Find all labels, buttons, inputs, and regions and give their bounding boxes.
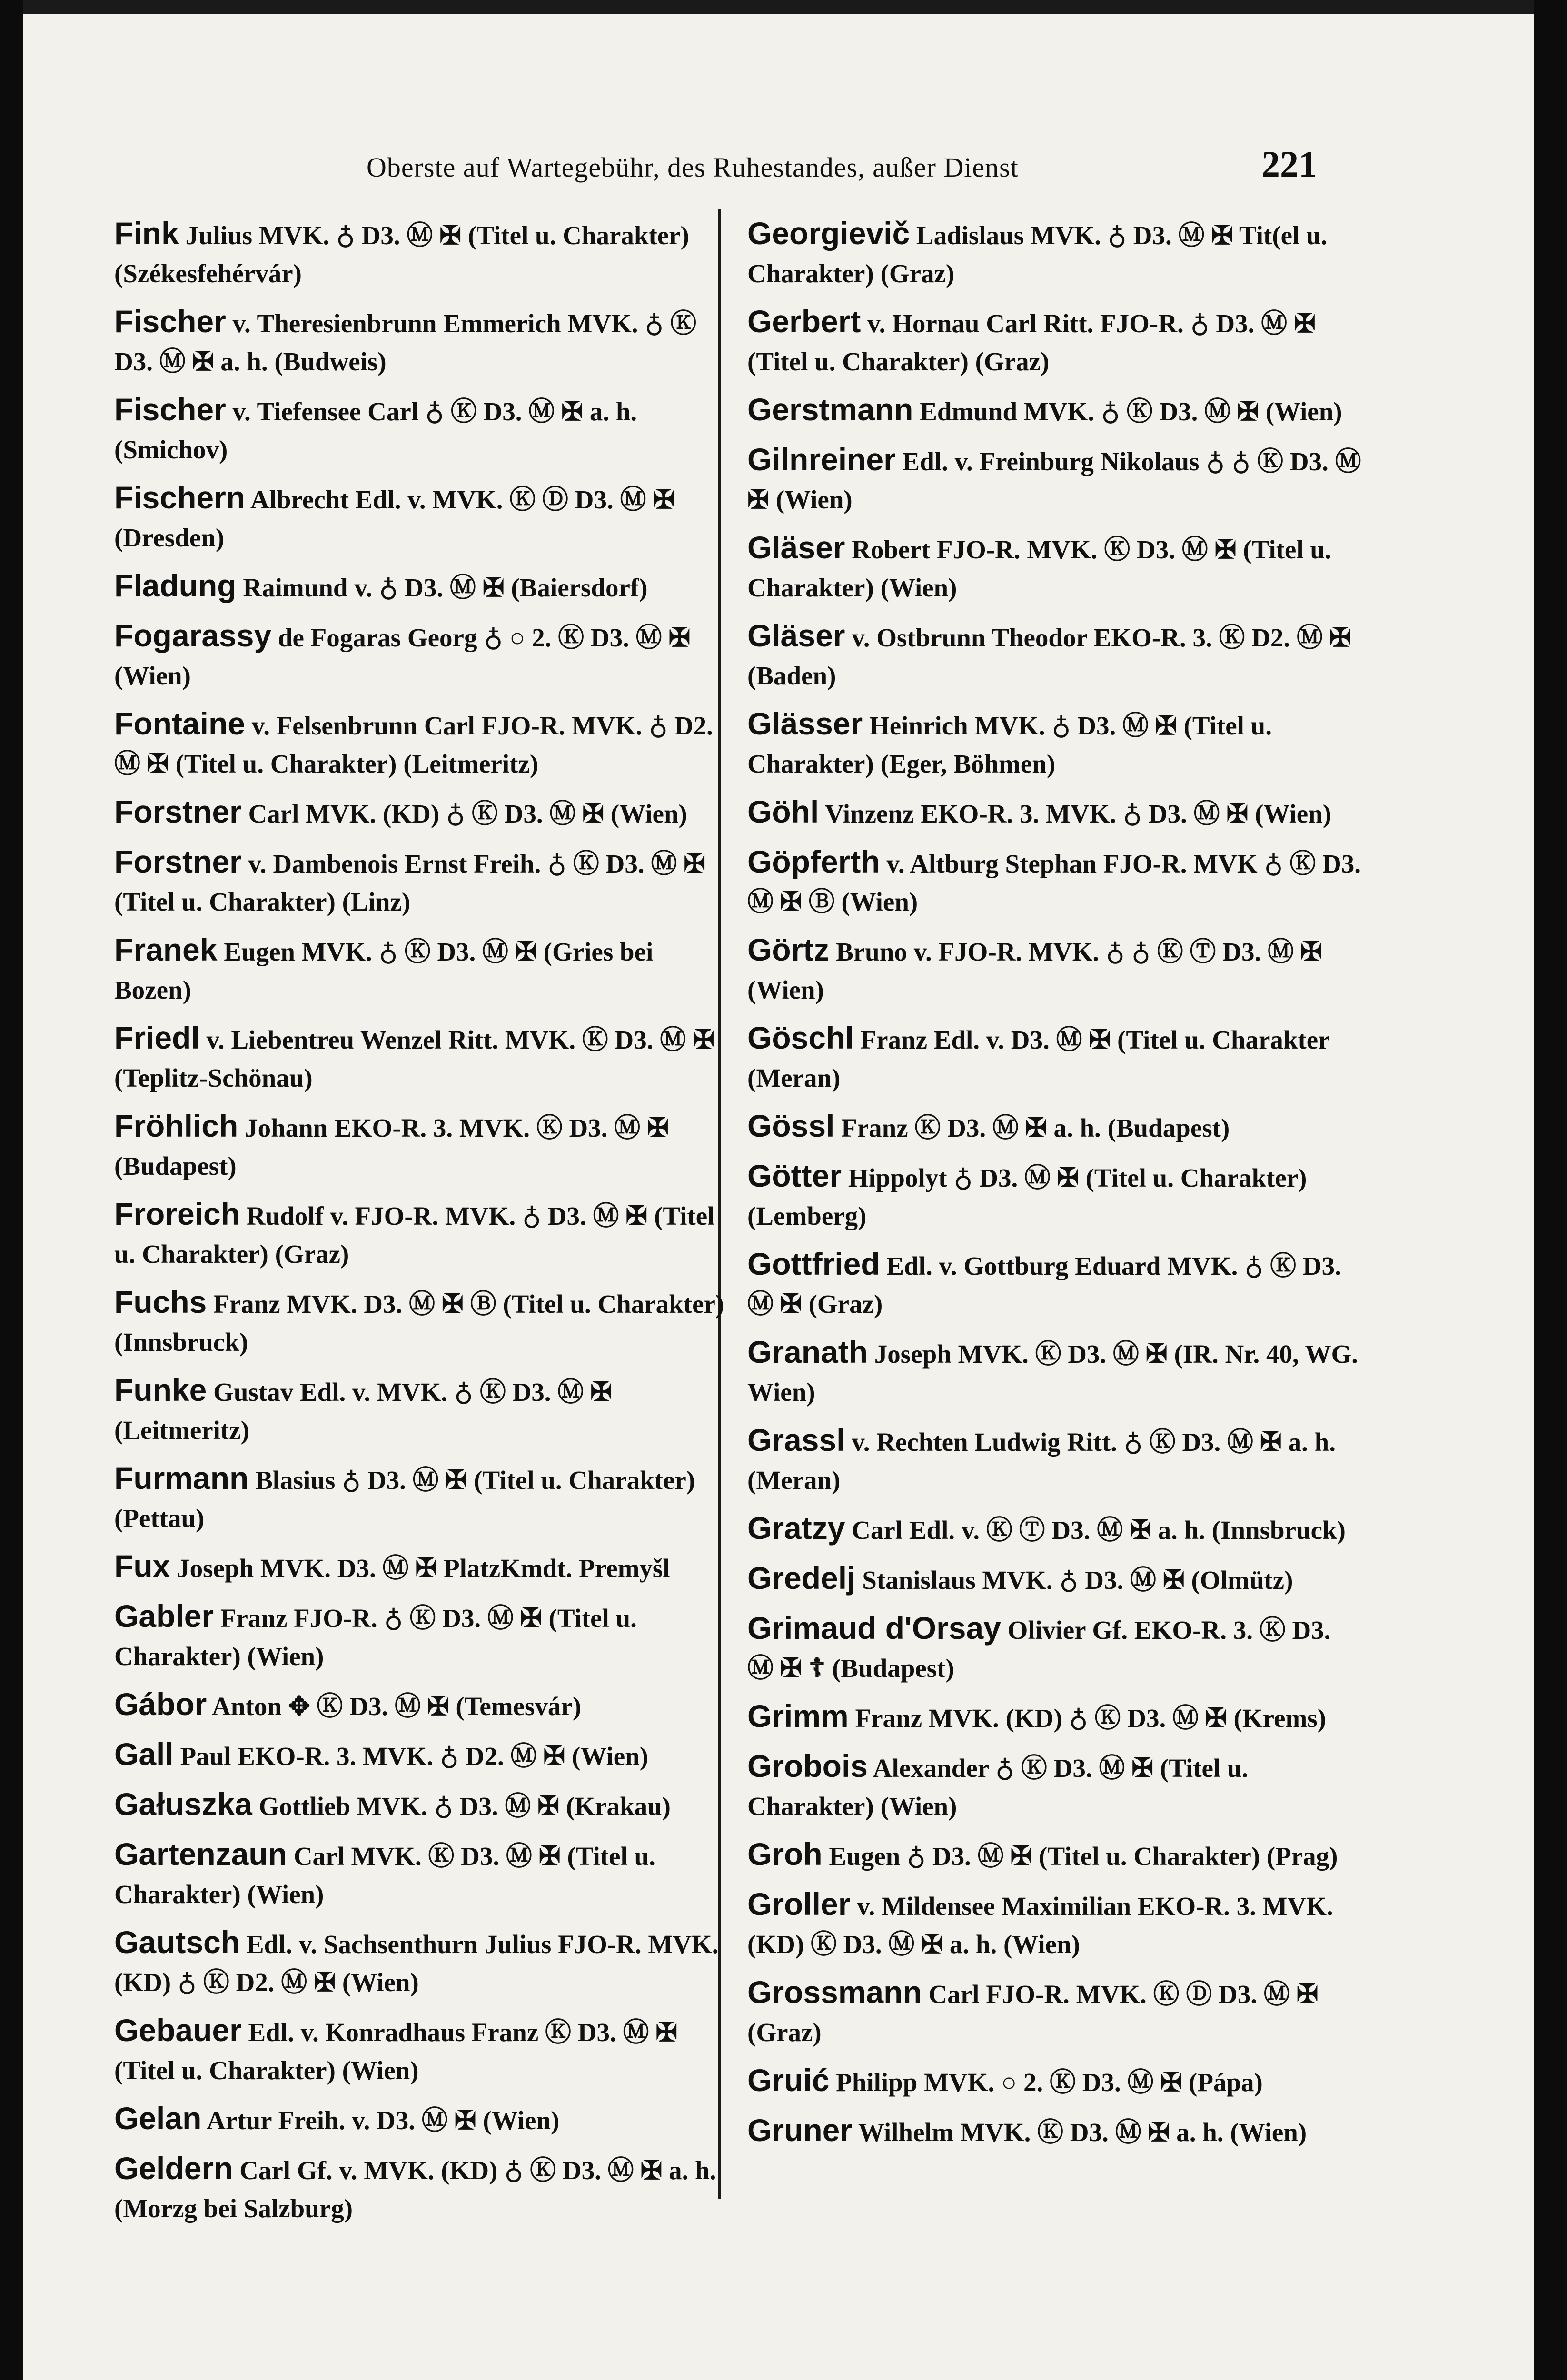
entry-text: Blasius ♁ D3. Ⓜ ✠ (Titel u. Charakter) (Pettau)	[114, 1466, 695, 1533]
entry	[747, 793, 1361, 833]
entry-name: Fontaine	[114, 706, 245, 741]
entry-text: Alexander ♁ Ⓚ D3. Ⓜ ✠ (Titel u. Charakter) (Wien)	[747, 1754, 1249, 1821]
entry	[114, 566, 728, 607]
entry	[114, 1835, 728, 1914]
entry	[747, 2061, 1361, 2102]
entry-name: Gabler	[114, 1598, 214, 1634]
entry	[114, 1459, 728, 1537]
entry	[114, 1371, 728, 1449]
entry-text: Gottlieb MVK. ♁ D3. Ⓜ ✠ (Krakau)	[258, 1792, 671, 1821]
entry	[114, 616, 728, 695]
entry	[114, 843, 728, 921]
entry	[114, 1685, 728, 1726]
entry-text: v. Felsenbrunn Carl FJO-R. MVK. ♁ D2. Ⓜ ✠ (Titel u. Charakter) (Leitmeritz)	[114, 711, 713, 778]
entry-name: Gautsch	[114, 1924, 240, 1960]
entry-name: Gruner	[747, 2112, 853, 2148]
entry-name: Gałuszka	[114, 1786, 252, 1822]
entry	[747, 1107, 1361, 1147]
entry-text: Hippolyt ♁ D3. Ⓜ ✠ (Titel u. Charakter) (Lemberg)	[747, 1163, 1307, 1230]
entry-name: Gössl	[747, 1108, 835, 1143]
entry-text: Joseph MVK. Ⓚ D3. Ⓜ ✠ (IR. Nr. 40, WG. Wien)	[747, 1339, 1359, 1407]
entry-text: Franz Ⓚ D3. Ⓜ ✠ a. h. (Budapest)	[841, 1113, 1230, 1142]
entry-name: Göschl	[747, 1020, 854, 1055]
entry-text: Julius MVK. ♁ D3. Ⓜ ✠ (Titel u. Charakter) (Székesfehérvár)	[114, 221, 689, 288]
entry-name: Grassl	[747, 1422, 845, 1458]
entry-text: Artur Freih. v. D3. Ⓜ ✠ (Wien)	[207, 2106, 560, 2135]
entry-text: Eugen MVK. ♁ Ⓚ D3. Ⓜ ✠ (Gries bei Bozen)	[114, 937, 654, 1004]
entry-name: Fischer	[114, 304, 226, 339]
entry-text: Ladislaus MVK. ♁ D3. Ⓜ ✠ Tit(el u. Charakter) (Graz)	[747, 221, 1328, 288]
entry-text: Joseph MVK. D3. Ⓜ ✠ PlatzKmdt. Premyšl	[177, 1554, 670, 1583]
entry	[747, 1973, 1361, 2052]
entry-name: Fuchs	[114, 1284, 207, 1319]
entry	[114, 2149, 728, 2228]
entry	[747, 1747, 1361, 1825]
entry	[747, 1885, 1361, 1964]
entry-text: Paul EKO-R. 3. MVK. ♁ D2. Ⓜ ✠ (Wien)	[180, 1742, 649, 1771]
entry-name: Groller	[747, 1886, 851, 1922]
entry-text: Edmund MVK. ♁ Ⓚ D3. Ⓜ ✠ (Wien)	[920, 397, 1342, 426]
entry	[747, 440, 1361, 519]
entry-name: Gläser	[747, 618, 845, 653]
entry	[747, 1509, 1361, 1549]
entry-name: Fladung	[114, 568, 237, 603]
entry	[114, 478, 728, 557]
entry-name: Görtz	[747, 932, 830, 967]
entry-name: Gerstmann	[747, 392, 913, 427]
entry-name: Gredelj	[747, 1560, 856, 1596]
entry	[114, 793, 728, 833]
entry	[747, 1157, 1361, 1235]
entry-text: Edl. v. Sachsenthurn Julius FJO-R. MVK. (KD) ♁ Ⓚ D2. Ⓜ ✠ (Wien)	[114, 1930, 719, 1997]
entry-name: Gelan	[114, 2101, 202, 2136]
entry-name: Froreich	[114, 1196, 240, 1231]
page-number: 221	[1261, 143, 1317, 185]
entry	[747, 302, 1361, 381]
entry-text: v. Theresienbrunn Emmerich MVK. ♁ Ⓚ D3. Ⓜ ✠ a. h. (Budweis)	[114, 309, 697, 376]
entry	[747, 1245, 1361, 1323]
entry-name: Gruić	[747, 2063, 830, 2098]
entry-text: Vinzenz EKO-R. 3. MVK. ♁ D3. Ⓜ ✠ (Wien)	[825, 799, 1332, 828]
entry-text: Stanislaus MVK. ♁ D3. Ⓜ ✠ (Olmütz)	[862, 1566, 1293, 1595]
entry	[747, 1333, 1361, 1411]
entry	[114, 704, 728, 783]
entry	[114, 1597, 728, 1676]
entry-name: Fischer	[114, 392, 226, 427]
entry-name: Gerbert	[747, 304, 861, 339]
entry-name: Fogarassy	[114, 618, 272, 653]
entry-name: Gebauer	[114, 2013, 242, 2048]
entry-name: Forstner	[114, 844, 242, 879]
entry-name: Geldern	[114, 2151, 233, 2186]
entry-name: Georgievič	[747, 216, 910, 251]
entry-text: Carl MVK. (KD) ♁ Ⓚ D3. Ⓜ ✠ (Wien)	[248, 799, 687, 828]
entry	[114, 931, 728, 1009]
right-column	[747, 214, 1361, 2161]
entry-name: Fröhlich	[114, 1108, 238, 1143]
entry-name: Grimaud d'Orsay	[747, 1610, 1001, 1646]
entry-text: Franz FJO-R. ♁ Ⓚ D3. Ⓜ ✠ (Titel u. Charakter) (Wien)	[114, 1604, 637, 1671]
scan-top-edge	[0, 0, 1567, 14]
entry	[114, 1019, 728, 1097]
entry-name: Götter	[747, 1158, 842, 1193]
entry-name: Göpferth	[747, 844, 880, 879]
entry-text: Albrecht Edl. v. MVK. Ⓚ Ⓓ D3. Ⓜ ✠ (Dresden)	[114, 485, 675, 552]
entry-text: Heinrich MVK. ♁ D3. Ⓜ ✠ (Titel u. Charakter) (Eger, Böhmen)	[747, 711, 1272, 778]
entry-name: Gläser	[747, 530, 845, 565]
entry	[747, 1421, 1361, 1499]
entry	[747, 931, 1361, 1009]
entry-text: Edl. v. Freinburg Nikolaus ♁ ♁ Ⓚ D3. Ⓜ ✠ (Wien)	[747, 447, 1361, 514]
scan-right-edge	[1534, 0, 1567, 2380]
entry-name: Fischern	[114, 480, 246, 515]
entry-text: v. Mildensee Maximilian EKO-R. 3. MVK. (KD) Ⓚ D3. Ⓜ ✠ a. h. (Wien)	[747, 1892, 1333, 1959]
entry-text: Wilhelm MVK. Ⓚ D3. Ⓜ ✠ a. h. (Wien)	[858, 2118, 1307, 2147]
entry-text: Anton ✥ Ⓚ D3. Ⓜ ✠ (Temesvár)	[212, 1692, 582, 1721]
entry-text: Franz MVK. D3. Ⓜ ✠ Ⓑ (Titel u. Charakter) (Innsbruck)	[114, 1289, 724, 1357]
entry-name: Gall	[114, 1736, 174, 1772]
entry	[747, 616, 1361, 695]
entry-text: Olivier Gf. EKO-R. 3. Ⓚ D3. Ⓜ ✠ ☦ (Budapest)	[747, 1616, 1331, 1683]
entry-name: Granath	[747, 1334, 868, 1369]
entry	[114, 390, 728, 469]
entry-name: Gilnreiner	[747, 442, 896, 477]
entry-name: Grobois	[747, 1748, 868, 1784]
entry-name: Grimm	[747, 1698, 849, 1734]
entry-name: Fink	[114, 216, 179, 251]
entry	[114, 302, 728, 381]
entry	[747, 1835, 1361, 1875]
entry	[114, 2099, 728, 2140]
entry-name: Gratzy	[747, 1510, 845, 1546]
entry	[114, 1107, 728, 1185]
entry-text: v. Ostbrunn Theodor EKO-R. 3. Ⓚ D2. Ⓜ ✠ (Baden)	[747, 623, 1351, 690]
entry-name: Göhl	[747, 794, 819, 829]
entry-name: Forstner	[114, 794, 242, 829]
entry-text: Bruno v. FJO-R. MVK. ♁ ♁ Ⓚ Ⓣ D3. Ⓜ ✠ (Wien)	[747, 937, 1322, 1004]
left-column	[114, 214, 728, 2237]
entry	[747, 1697, 1361, 1737]
entry-text: v. Liebentreu Wenzel Ritt. MVK. Ⓚ D3. Ⓜ ✠ (Teplitz-Schönau)	[114, 1025, 715, 1092]
entry-text: de Fogaras Georg ♁ ○ 2. Ⓚ D3. Ⓜ ✠ (Wien)	[114, 623, 691, 690]
entry-text: v. Tiefensee Carl ♁ Ⓚ D3. Ⓜ ✠ a. h. (Smichov)	[114, 397, 637, 464]
entry-text: v. Dambenois Ernst Freih. ♁ Ⓚ D3. Ⓜ ✠ (Titel u. Charakter) (Linz)	[114, 849, 706, 916]
entry-text: v. Hornau Carl Ritt. FJO-R. ♁ D3. Ⓜ ✠ (Titel u. Charakter) (Graz)	[747, 309, 1316, 376]
entry	[747, 1609, 1361, 1687]
entry-name: Funke	[114, 1372, 207, 1408]
entry-text: Eugen ♁ D3. Ⓜ ✠ (Titel u. Charakter) (Prag)	[829, 1842, 1338, 1871]
entry	[747, 2111, 1361, 2152]
entry-text: Franz MVK. (KD) ♁ Ⓚ D3. Ⓜ ✠ (Krems)	[855, 1704, 1327, 1733]
entry	[747, 1559, 1361, 1599]
entry-text: Edl. v. Konradhaus Franz Ⓚ D3. Ⓜ ✠ (Titel u. Charakter) (Wien)	[114, 2018, 678, 2085]
entry-text: Raimund v. ♁ D3. Ⓜ ✠ (Baiersdorf)	[243, 573, 648, 602]
entry	[747, 528, 1361, 607]
scan-left-edge	[0, 0, 23, 2380]
entry	[747, 843, 1361, 921]
entry-text: Carl Gf. v. MVK. (KD) ♁ Ⓚ D3. Ⓜ ✠ a. h. (Morzg bei Salzburg)	[114, 2156, 716, 2223]
entry-text: Philipp MVK. ○ 2. Ⓚ D3. Ⓜ ✠ (Pápa)	[836, 2068, 1263, 2097]
entry-name: Gábor	[114, 1686, 207, 1722]
entry-text: Carl FJO-R. MVK. Ⓚ Ⓓ D3. Ⓜ ✠ (Graz)	[747, 1980, 1319, 2047]
entry	[114, 1735, 728, 1775]
entry-name: Gottfried	[747, 1246, 880, 1281]
entry	[114, 2011, 728, 2090]
entry	[114, 214, 728, 293]
entry-name: Franek	[114, 932, 218, 967]
entry-text: v. Altburg Stephan FJO-R. MVK ♁ Ⓚ D3. Ⓜ ✠ Ⓑ (Wien)	[747, 849, 1361, 916]
entry	[114, 1283, 728, 1361]
entry	[747, 704, 1361, 783]
entry	[747, 214, 1361, 293]
entry-name: Groh	[747, 1836, 823, 1872]
entry-text: Robert FJO-R. MVK. Ⓚ D3. Ⓜ ✠ (Titel u. Charakter) (Wien)	[747, 535, 1331, 602]
entry-text: Rudolf v. FJO-R. MVK. ♁ D3. Ⓜ ✠ (Titel u. Charakter) (Graz)	[114, 1201, 715, 1269]
entry-text: Gustav Edl. v. MVK. ♁ Ⓚ D3. Ⓜ ✠ (Leitmeritz)	[114, 1378, 613, 1445]
entry	[114, 1195, 728, 1273]
entry-name: Glässer	[747, 706, 863, 741]
entry-name: Gartenzaun	[114, 1836, 288, 1872]
entry	[747, 390, 1361, 431]
entry-text: Edl. v. Gottburg Eduard MVK. ♁ Ⓚ D3. Ⓜ ✠ (Graz)	[747, 1251, 1341, 1319]
entry-text: Carl Edl. v. Ⓚ Ⓣ D3. Ⓜ ✠ a. h. (Innsbruck)	[852, 1516, 1346, 1545]
entry-name: Friedl	[114, 1020, 200, 1055]
entry-name: Grossmann	[747, 1974, 922, 2010]
entry-name: Fux	[114, 1548, 170, 1584]
entry	[114, 1923, 728, 2002]
entry-text: v. Rechten Ludwig Ritt. ♁ Ⓚ D3. Ⓜ ✠ a. h. (Meran)	[747, 1428, 1336, 1495]
entry	[114, 1785, 728, 1825]
entry-text: Johann EKO-R. 3. MVK. Ⓚ D3. Ⓜ ✠ (Budapest)	[114, 1113, 669, 1180]
running-title: Oberste auf Wartegebühr, des Ruhestandes, außer Dienst	[367, 152, 1019, 183]
entry-text: Carl MVK. Ⓚ D3. Ⓜ ✠ (Titel u. Charakter) (Wien)	[114, 1842, 655, 1909]
entry-text: Franz Edl. v. D3. Ⓜ ✠ (Titel u. Charakter (Meran)	[747, 1025, 1329, 1092]
entry	[114, 1547, 728, 1587]
entry-name: Furmann	[114, 1460, 249, 1496]
entry	[747, 1019, 1361, 1097]
